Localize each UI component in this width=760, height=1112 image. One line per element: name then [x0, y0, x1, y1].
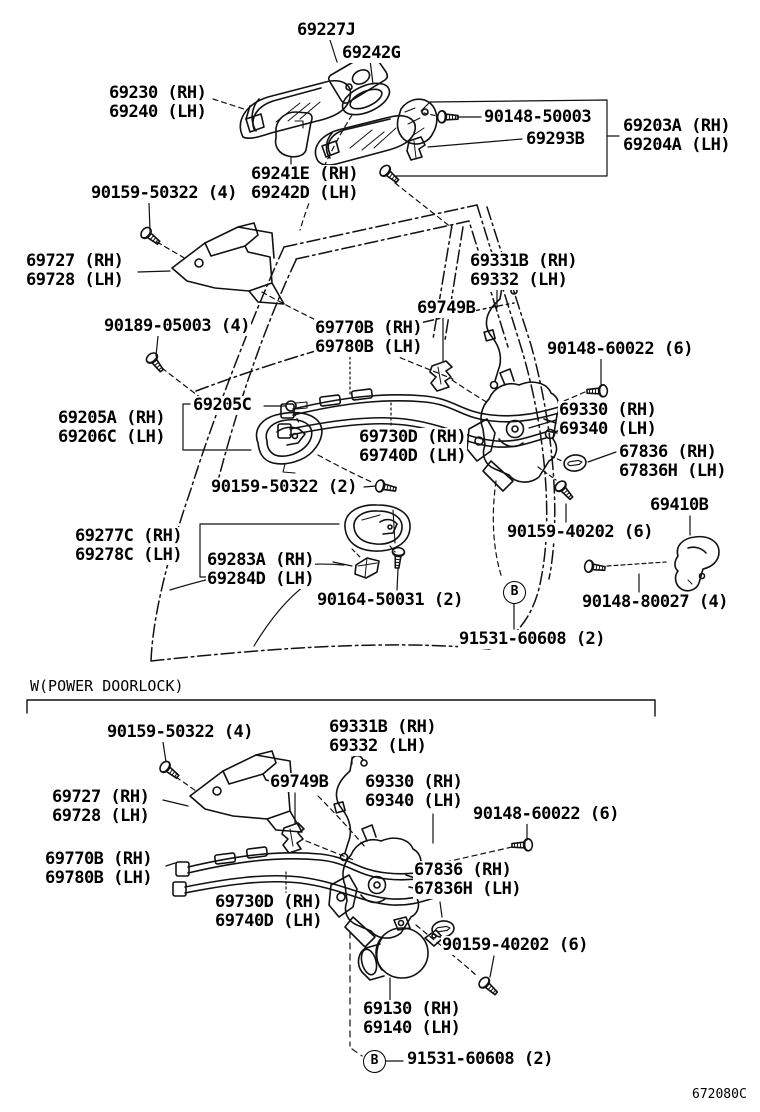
inner-handle-bezel-lower — [345, 505, 410, 551]
part-label-90164-50031: 90164-50031 (2) — [317, 590, 464, 610]
part-label-69227j: 69227J — [297, 20, 356, 40]
handle-clamp-69293b — [407, 137, 425, 160]
part-label-69727: 69727 (RH) 69728 (LH) — [26, 251, 124, 290]
part-label-69205a: 69205A (RH) 69206C (LH) — [58, 408, 166, 447]
part-label-69770b-lower: 69770B (RH) 69780B (LH) — [45, 849, 153, 888]
part-label-90148-60022: 90148-60022 (6) — [547, 339, 694, 359]
part-label-69727-lower: 69727 (RH) 69728 (LH) — [52, 787, 150, 826]
part-label-69730d: 69730D (RH) 69740D (LH) — [359, 427, 467, 466]
part-label-90159-50322-2: 90159-50322 (2) — [211, 477, 358, 497]
part-label-69241e: 69241E (RH) 69242D (LH) — [251, 164, 359, 203]
door-check-bracket-upper — [172, 223, 284, 304]
rod-clamp-lower — [282, 823, 304, 853]
part-label-69331b-lower: 69331B (RH) 69332 (LH) — [329, 717, 437, 756]
section-frame — [27, 700, 655, 716]
part-label-69242g: 69242G — [342, 43, 401, 63]
part-label-90159-40202-lower: 90159-40202 (6) — [442, 935, 589, 955]
part-label-69130: 69130 (RH) 69140 (LH) — [363, 999, 461, 1038]
part-label-90189-05003: 90189-05003 (4) — [104, 316, 251, 336]
grommet-upper — [563, 454, 587, 473]
part-label-90159-50322-4-lower: 90159-50322 (4) — [107, 722, 254, 742]
part-label-90148-50003: 90148-50003 — [484, 107, 592, 127]
part-label-69203a: 69203A (RH) 69204A (LH) — [623, 116, 731, 155]
child-lock-lever — [675, 537, 719, 591]
part-label-67836-lower: 67836 (RH) 67836H (LH) — [414, 860, 522, 899]
part-label-69293b: 69293B — [526, 129, 585, 149]
section-lower-title: W(POWER DOORLOCK) — [30, 677, 184, 695]
part-label-69410b: 69410B — [650, 495, 709, 515]
part-label-69749b: 69749B — [417, 298, 476, 318]
part-label-90159-50322-4: 90159-50322 (4) — [91, 183, 238, 203]
power-lock-actuator — [359, 917, 443, 980]
part-label-69770b: 69770B (RH) 69780B (LH) — [315, 318, 423, 357]
handle-cover-plug — [276, 112, 312, 157]
part-label-67836: 67836 (RH) 67836H (LH) — [619, 442, 727, 481]
bezel-clip — [355, 558, 379, 578]
part-label-90159-40202: 90159-40202 (6) — [507, 522, 654, 542]
part-label-69749b-lower: 69749B — [270, 772, 329, 792]
part-label-69330-lower: 69330 (RH) 69340 (LH) — [365, 772, 463, 811]
part-label-69230: 69230 (RH) 69240 (LH) — [109, 83, 207, 122]
part-label-69277c: 69277C (RH) 69278C (LH) — [75, 526, 183, 565]
part-label-90148-80027: 90148-80027 (4) — [582, 592, 729, 612]
ref-bubble-b-upper: B — [503, 581, 526, 604]
part-label-69205c: 69205C — [193, 395, 252, 415]
part-label-91531-60608-upper: 91531-60608 (2) — [459, 629, 606, 649]
part-label-69283a: 69283A (RH) 69284D (LH) — [207, 550, 315, 589]
part-label-69730d-lower: 69730D (RH) 69740D (LH) — [215, 892, 323, 931]
part-label-91531-60608-lower: 91531-60608 (2) — [407, 1049, 554, 1069]
ref-bubble-b-lower: B — [363, 1050, 386, 1073]
part-label-69331b: 69331B (RH) 69332 (LH) — [470, 251, 578, 290]
part-label-69330: 69330 (RH) 69340 (LH) — [559, 400, 657, 439]
rod-clamp-upper — [430, 361, 452, 391]
drawing-code: 672080C — [692, 1087, 747, 1102]
lock-rod-lower — [334, 756, 367, 861]
part-label-90148-60022-lower: 90148-60022 (6) — [473, 804, 620, 824]
inner-handle-bezel-upper — [257, 413, 322, 473]
